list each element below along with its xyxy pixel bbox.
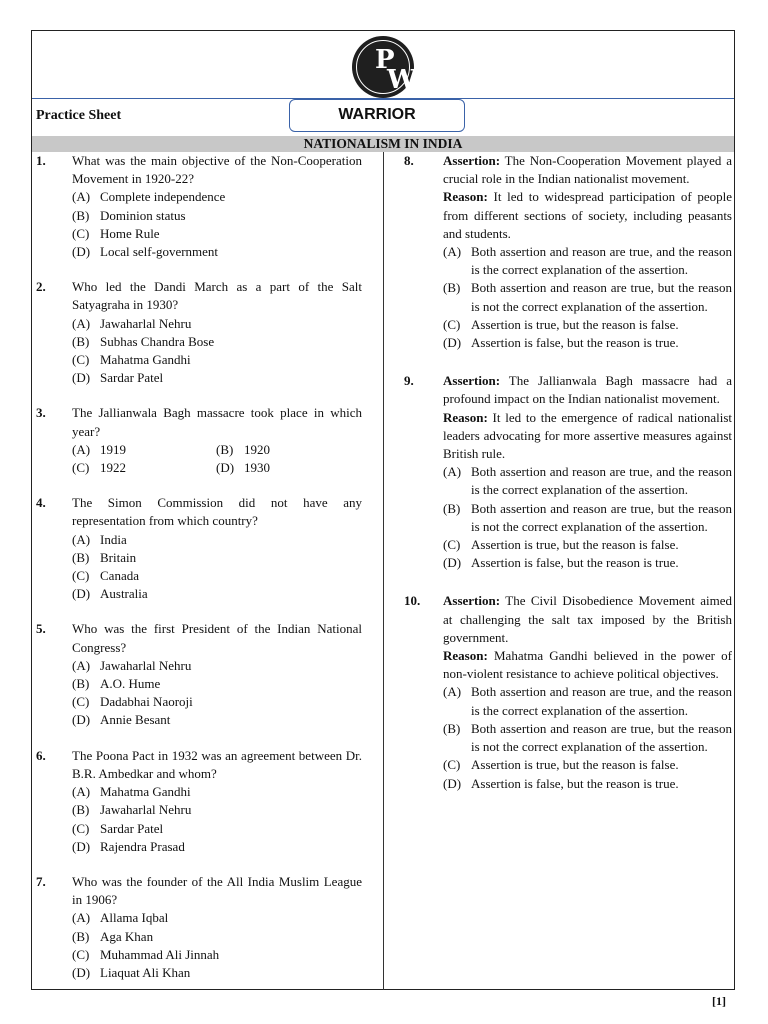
question-7: [36, 873, 362, 982]
question-5: [36, 620, 362, 729]
option: (D) Liaquat Ali Khan: [72, 964, 191, 980]
option: (C) Assertion is true, but the reason is false.: [443, 757, 679, 773]
left-column: [36, 152, 362, 982]
pw-logo-icon: P W: [352, 36, 414, 98]
option: (A) Complete independence: [72, 189, 226, 205]
page-number: [1]: [712, 994, 726, 1008]
option: (D) Annie Besant: [72, 712, 171, 728]
right-column: [404, 152, 732, 793]
option: (D) Local self-government: [72, 244, 219, 260]
option: (B) Both assertion and reason are true, but the reason is not the correct explanation of the assertion.: [443, 500, 732, 534]
option: (C) Mahatma Gandhi: [72, 352, 191, 368]
column-divider: [383, 152, 384, 990]
question-1: [36, 152, 362, 261]
option: (A) Both assertion and reason are true, and the reason is the correct explanation of the assertion.: [443, 684, 732, 718]
reason-text: Reason: It led to the emergence of radical nationalist leaders advocating for more assertive measures against British rule.: [443, 409, 732, 462]
question-9: [404, 372, 732, 572]
option: (B) Both assertion and reason are true, but the reason is not the correct explanation of the assertion.: [443, 280, 732, 314]
question-text: The Poona Pact in 1932 was an agreement between Dr. B.R. Ambedkar and whom?: [72, 747, 362, 781]
option: (B) Jawaharlal Nehru: [72, 802, 192, 818]
question-number: 6.: [36, 747, 46, 763]
option: (C) Canada: [72, 568, 139, 584]
option: (C) 1922: [72, 460, 126, 476]
option: (B) A.O. Hume: [72, 676, 161, 692]
option: (A) Jawaharlal Nehru: [72, 657, 192, 673]
question-3: [36, 404, 362, 477]
batch-title: WARRIOR: [289, 99, 465, 132]
question-2: [36, 278, 362, 387]
practice-sheet-label: Practice Sheet: [36, 108, 122, 123]
assertion-text: Assertion: The Non-Cooperation Movement played a crucial role in the Indian nationalist movement.: [443, 153, 733, 187]
question-4: [36, 494, 362, 603]
question-number: 10.: [404, 593, 421, 609]
question-text: The Simon Commission did not have any representation from which country?: [72, 495, 362, 529]
option: (A) Allama Iqbal: [72, 910, 169, 926]
assertion-text: Assertion: The Jallianwala Bagh massacre had a profound impact on the Indian nationalist movement.: [443, 373, 732, 407]
option: (A) Jawaharlal Nehru: [72, 315, 192, 331]
option: (C) Assertion is true, but the reason is false.: [443, 316, 679, 332]
option: (D) Assertion is false, but the reason is true.: [443, 335, 679, 351]
option: (C) Home Rule: [72, 225, 160, 241]
question-text: What was the main objective of the Non-Cooperation Movement in 1920-22?: [72, 153, 362, 187]
question-number: 2.: [36, 279, 46, 295]
chapter-title: NATIONALISM IN INDIA: [32, 136, 734, 152]
option: (B) Dominion status: [72, 207, 186, 223]
reason-text: Reason: Mahatma Gandhi believed in the power of non-violent resistance to achieve political objectives.: [443, 648, 732, 682]
option: (A) Both assertion and reason are true, and the reason is the correct explanation of the assertion.: [443, 464, 732, 498]
question-6: [36, 747, 362, 856]
option: (B) Aga Khan: [72, 928, 154, 944]
option: (D) Assertion is false, but the reason is true.: [443, 775, 679, 791]
question-number: 7.: [36, 873, 46, 889]
question-text: Who was the founder of the All India Muslim League in 1906?: [72, 873, 362, 908]
option: (A) Both assertion and reason are true, and the reason is the correct explanation of the assertion.: [443, 244, 732, 278]
option: (D) Sardar Patel: [72, 370, 164, 386]
option: (D) 1930: [216, 460, 270, 476]
question-text: Who was the first President of the Indian National Congress?: [72, 621, 362, 655]
option: (A) India: [72, 531, 127, 547]
option: (C) Muhammad Ali Jinnah: [72, 946, 220, 962]
option: (B) Subhas Chandra Bose: [72, 333, 215, 349]
option: (A) Mahatma Gandhi: [72, 784, 191, 800]
option: (D) Assertion is false, but the reason is true.: [443, 555, 679, 571]
question-number: 1.: [36, 153, 46, 168]
option: (B) 1920: [216, 441, 270, 457]
option: (C) Dadabhai Naoroji: [72, 694, 193, 710]
question-text: The Jallianwala Bagh massacre took place in which year?: [72, 405, 362, 439]
question-number: 4.: [36, 495, 46, 511]
question-10: [404, 592, 732, 792]
question-number: 5.: [36, 621, 46, 637]
option: (B) Both assertion and reason are true, but the reason is not the correct explanation of the assertion.: [443, 720, 732, 755]
option: (B) Britain: [72, 549, 137, 565]
option: (D) Australia: [72, 586, 148, 602]
option: (A) 1919: [72, 441, 126, 457]
option: (D) Rajendra Prasad: [72, 838, 185, 854]
option: (C) Assertion is true, but the reason is false.: [443, 537, 679, 553]
assertion-text: Assertion: The Civil Disobedience Movement aimed at challenging the salt tax imposed by the British government.: [443, 593, 733, 645]
question-number: 3.: [36, 405, 46, 421]
question-8: [404, 152, 732, 352]
question-number: 8.: [404, 153, 414, 168]
option: (C) Sardar Patel: [72, 820, 164, 836]
question-text: Who led the Dandi March as a part of the Salt Satyagraha in 1930?: [72, 279, 362, 313]
reason-text: Reason: It led to widespread participation of people from different sections of society, including peasants and students.: [443, 189, 733, 241]
question-number: 9.: [404, 373, 414, 389]
